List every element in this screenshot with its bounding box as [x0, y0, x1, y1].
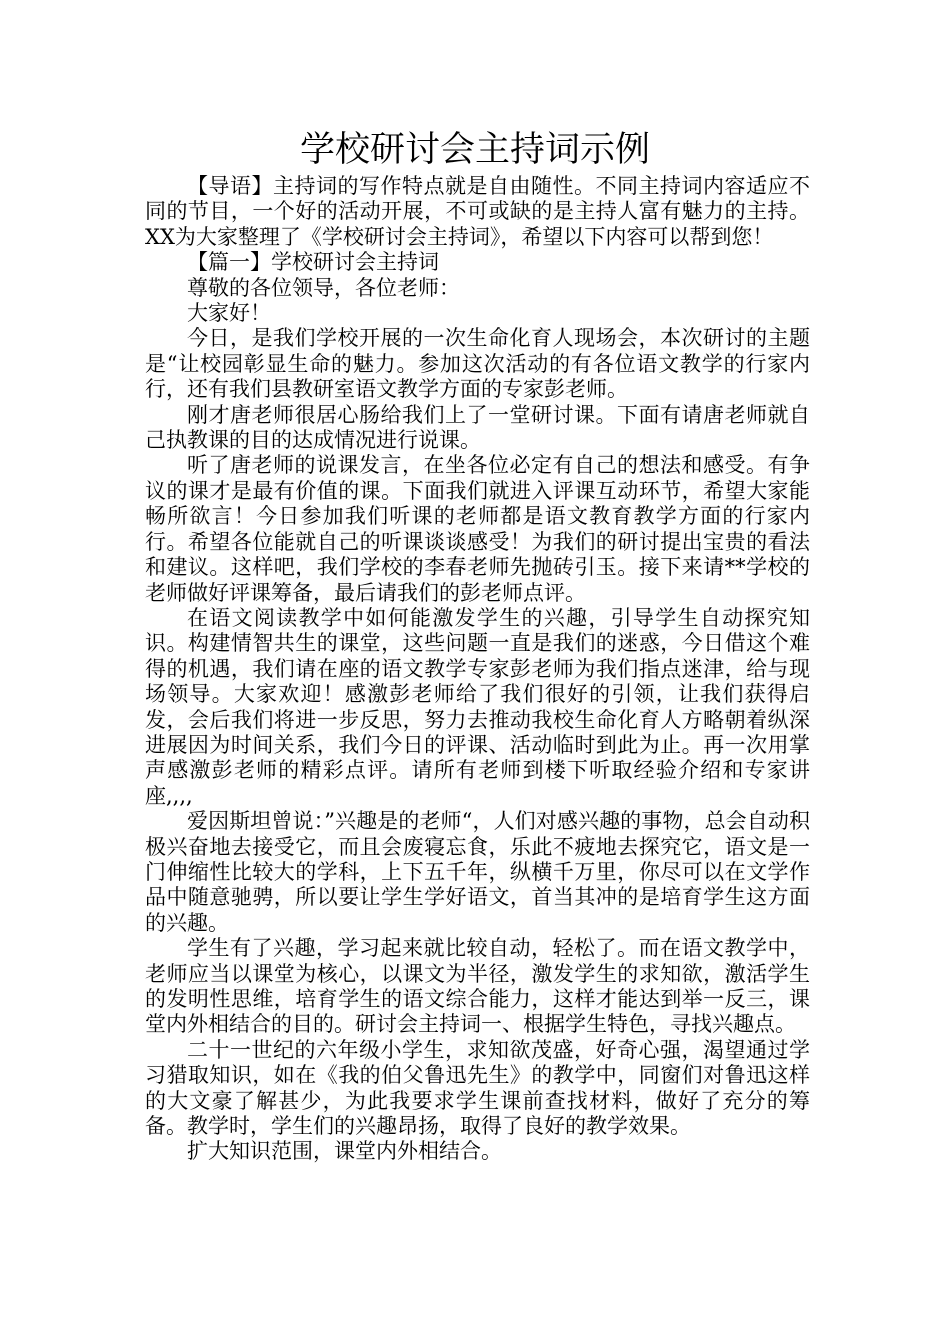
paragraph: 学生有了兴趣，学习起来就比较自动，轻松了。而在语文教学中，老师应当以课堂为核心，以课文为半径，激发学生的求知欲，激活学生的发明性思维，培育学生的语文综合能力，这样才能达到举一反三，课堂内外相结合的目的。研讨会主持词一、根据学生特色，寻找兴趣点。 — [145, 936, 810, 1037]
document-body — [145, 174, 810, 1165]
paragraph: 在语文阅读教学中如何能激发学生的兴趣，引导学生自动探究知识。构建情智共生的课堂，这些问题一直是我们的迷惑，今日借这个难得的机遇，我们请在座的语文教学专家彭老师为我们指点迷津，给与现场领导。大家欢迎！感激彭老师给了我们很好的引领，让我们获得启发，会后我们将进一步反思，努力去推动我校生命化育人方略朝着纵深进展因为时间关系，我们今日的评课、活动临时到此为止。再一次用掌声感激彭老师的精彩点评。请所有老师到楼下听取经验介绍和专家讲座,,,, — [145, 605, 810, 808]
paragraph: 听了唐老师的说课发言，在坐各位必定有自己的想法和感受。有争议的课才是最有价值的课。下面我们就进入评课互动环节，希望大家能畅所欲言！今日参加我们听课的老师都是语文教育教学方面的行家内行。希望各位能就自己的听课谈谈感受！为我们的研讨提出宝贵的看法和建议。这样吧，我们学校的李春老师先抛砖引玉。接下来请**学校的老师做好评课筹备，最后请我们的彭老师点评。 — [145, 453, 810, 605]
paragraph-intro: 【导语】主持词的写作特点就是自由随性。不同主持词内容适应不同的节目，一个好的活动开展，不可或缺的是主持人富有魅力的主持。XX为大家整理了《学校研讨会主持词》，希望以下内容可以帮到您！ — [145, 174, 810, 249]
document-title: 学校研讨会主持词示例 — [299, 130, 650, 170]
paragraph: 二十一世纪的六年级小学生，求知欲茂盛，好奇心强，渴望通过学习猎取知识，如在《我的伯父鲁迅先生》的教学中，同窗们对鲁迅这样的大文豪了解甚少，为此我要求学生课前查找材料，做好了充分的筹备。教学时，学生们的兴趣昂扬，取得了良好的教学效果。 — [145, 1037, 810, 1139]
paragraph: 扩大知识范围，课堂内外相结合。 — [187, 1139, 502, 1164]
paragraph: 爱因斯坦曾说：”兴趣是的老师“，人们对感兴趣的事物，总会自动积极兴奋地去接受它，而且会废寝忘食，乐此不疲地去探究它，语文是一门伸缩性比较大的学科，上下五千年，纵横千万里，你尽可以在文学作品中随意驰骋，所以要让学生学好语文，首当其冲的是培育学生这方面的兴趣。 — [145, 809, 810, 935]
paragraph: 刚才唐老师很居心肠给我们上了一堂研讨课。下面有请唐老师就自己执教课的目的达成情况进行说课。 — [145, 402, 810, 453]
salutation: 尊敬的各位领导，各位老师： — [187, 275, 460, 300]
paragraph: 今日，是我们学校开展的一次生命化育人现场会，本次研讨的主题是“让校园彰显生命的魅力。参加这次活动的有各位语文教学的行家内行，还有我们县教研室语文教学方面的专家彭老师。 — [145, 326, 810, 402]
section-heading: 【篇一】学校研讨会主持词 — [187, 250, 439, 275]
greeting: 大家好！ — [187, 301, 271, 326]
